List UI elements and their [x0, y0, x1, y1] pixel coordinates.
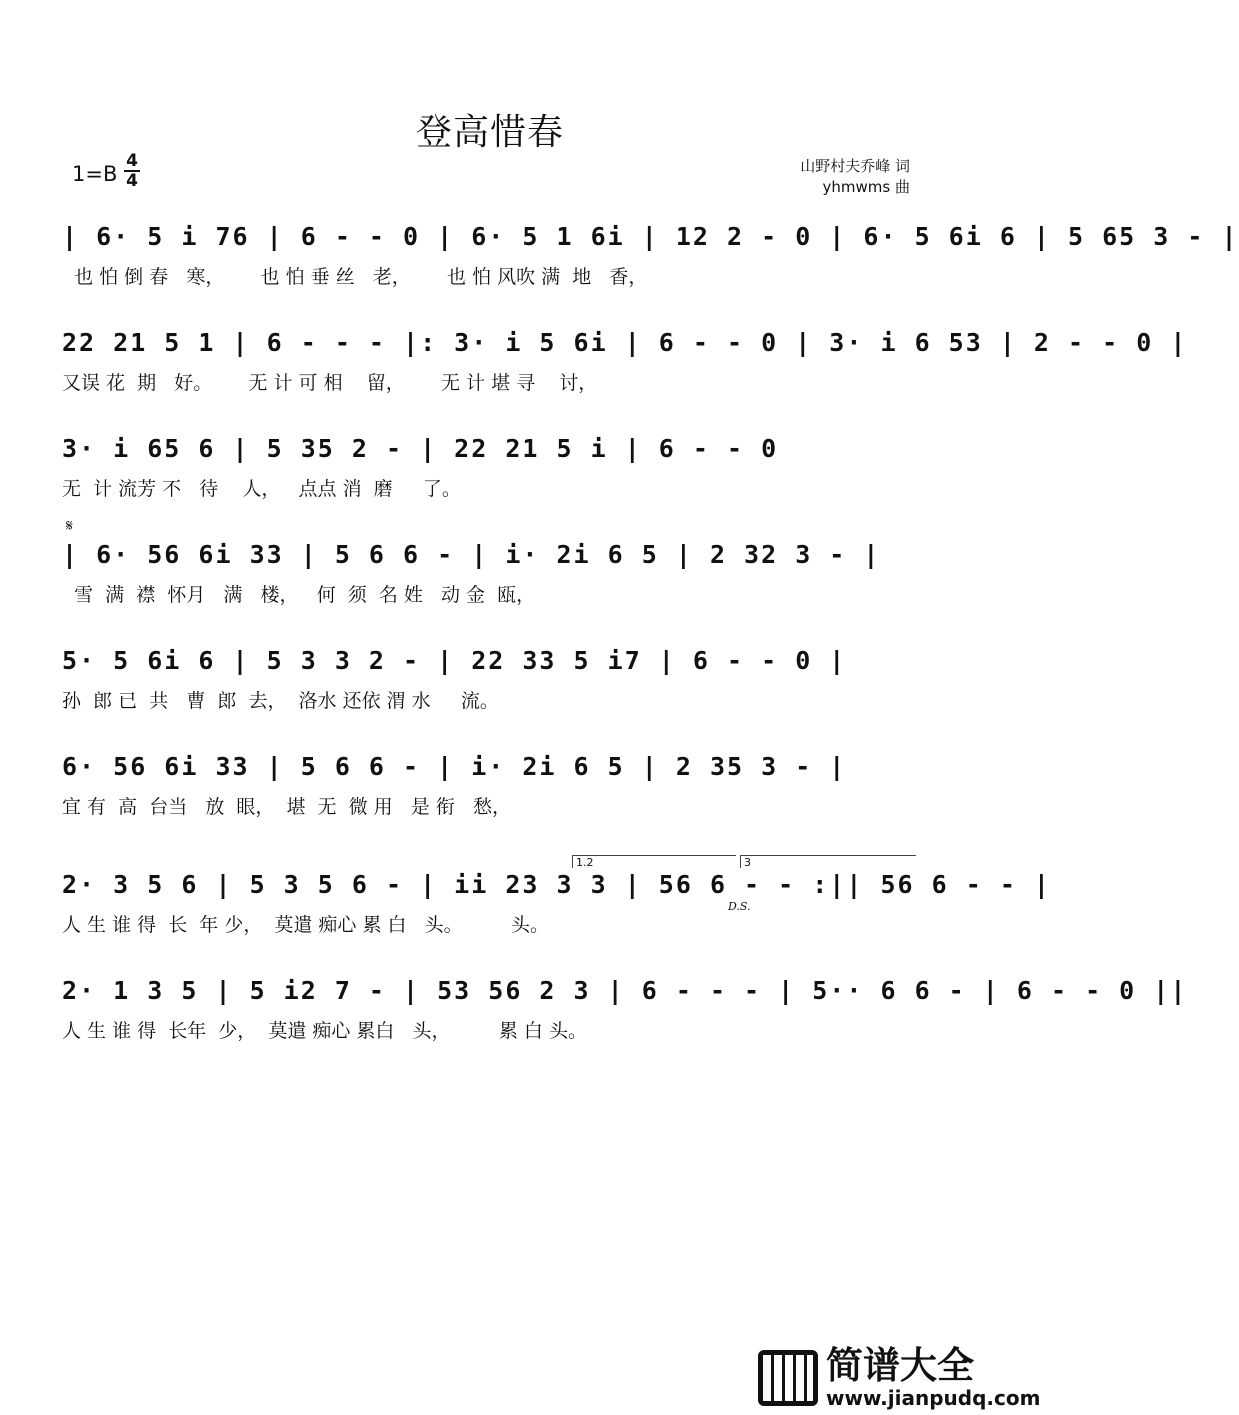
- score-line-8: [62, 968, 1188, 1068]
- ds-mark: D.S.: [728, 900, 751, 913]
- score-line-2: [62, 320, 1188, 420]
- credits: [800, 156, 910, 198]
- notation-row: 5· 5 6i 6 | 5 3 3 2 - | 22 33 5 i7 | 6 - - 0 |: [62, 645, 847, 675]
- time-signature-denominator: 4: [126, 171, 138, 191]
- key-signature: 1=B: [72, 162, 118, 186]
- time-signature: [124, 152, 140, 190]
- notation-row: 2· 3 5 6 | 5 3 5 6 - | ii 23 3 3 | 56 6 - - :|| 56 6 - - |: [62, 869, 1051, 899]
- composer-credit: yhmwms 曲: [822, 178, 910, 196]
- notation-row: 22 21 5 1 | 6 - - - |: 3· i 5 6i | 6 - - 0 | 3· i 6 53 | 2 - - 0 |: [62, 327, 1188, 357]
- volta-1-bracket: 1.2: [572, 855, 736, 868]
- notation-row: | 6· 56 6i 33 | 5 6 6 - | i· 2i 6 5 | 2 32 3 - |: [62, 539, 881, 569]
- volta-2-bracket: 3: [740, 855, 916, 868]
- lyrics-row: 也 怕 倒 春 寒， 也 怕 垂 丝 老， 也 怕 风吹 满 地 香，: [62, 266, 648, 288]
- piano-keys-icon: [756, 1346, 820, 1410]
- notation-row: 6· 56 6i 33 | 5 6 6 - | i· 2i 6 5 | 2 35 3 - |: [62, 751, 847, 781]
- lyrics-row: 人 生 谁 得 长 年 少， 莫遣 痴心 累 白 头。 头。: [62, 914, 549, 936]
- site-logo: [756, 1344, 1041, 1412]
- lyrics-row: 又误 花 期 好。 无 计 可 相 留， 无 计 堪 寻 讨，: [62, 372, 598, 394]
- score-line-3: [62, 426, 920, 526]
- notation-row: 2· 1 3 5 | 5 i2 7 - | 53 56 2 3 | 6 - - - | 5·· 6 6 - | 6 - - 0 ||: [62, 975, 1188, 1005]
- lyrics-row: 雪 满 襟 怀月 满 楼， 何 须 名 姓 动 金 瓯，: [62, 584, 536, 606]
- segno-mark: 𝄋: [66, 516, 73, 535]
- logo-text: 简谱大全: [826, 1344, 974, 1387]
- lyricist-credit: 山野村夫乔峰 词: [800, 157, 910, 175]
- score-line-5: [62, 638, 920, 738]
- lyrics-row: 无 计 流芳 不 待 人， 点点 消 磨 了。: [62, 478, 461, 500]
- notation-row: | 6· 5 i 76 | 6 - - 0 | 6· 5 1 6i | 12 2 - 0 | 6· 5 6i 6 | 5 65 3 - |: [62, 221, 1239, 251]
- score-line-7: [62, 862, 1051, 962]
- notation-row: 3· i 65 6 | 5 35 2 - | 22 21 5 i | 6 - - 0: [62, 433, 779, 463]
- score-line-4: [62, 532, 920, 632]
- time-signature-numerator: 4: [124, 152, 140, 172]
- lyrics-row: 孙 郎 已 共 曹 郎 去， 洛水 还依 渭 水 流。: [62, 690, 499, 712]
- lyrics-row: 人 生 谁 得 长年 少， 莫遣 痴心 累白 头， 累 白 头。: [62, 1020, 587, 1042]
- score-line-1: [62, 214, 1239, 314]
- page-title: 登高惜春: [415, 112, 564, 153]
- score-line-6: [62, 744, 920, 844]
- logo-url[interactable]: www.jianpudq.com: [826, 1386, 1041, 1410]
- lyrics-row: 宜 有 高 台当 放 眼， 堪 无 微 用 是 衔 愁，: [62, 796, 511, 818]
